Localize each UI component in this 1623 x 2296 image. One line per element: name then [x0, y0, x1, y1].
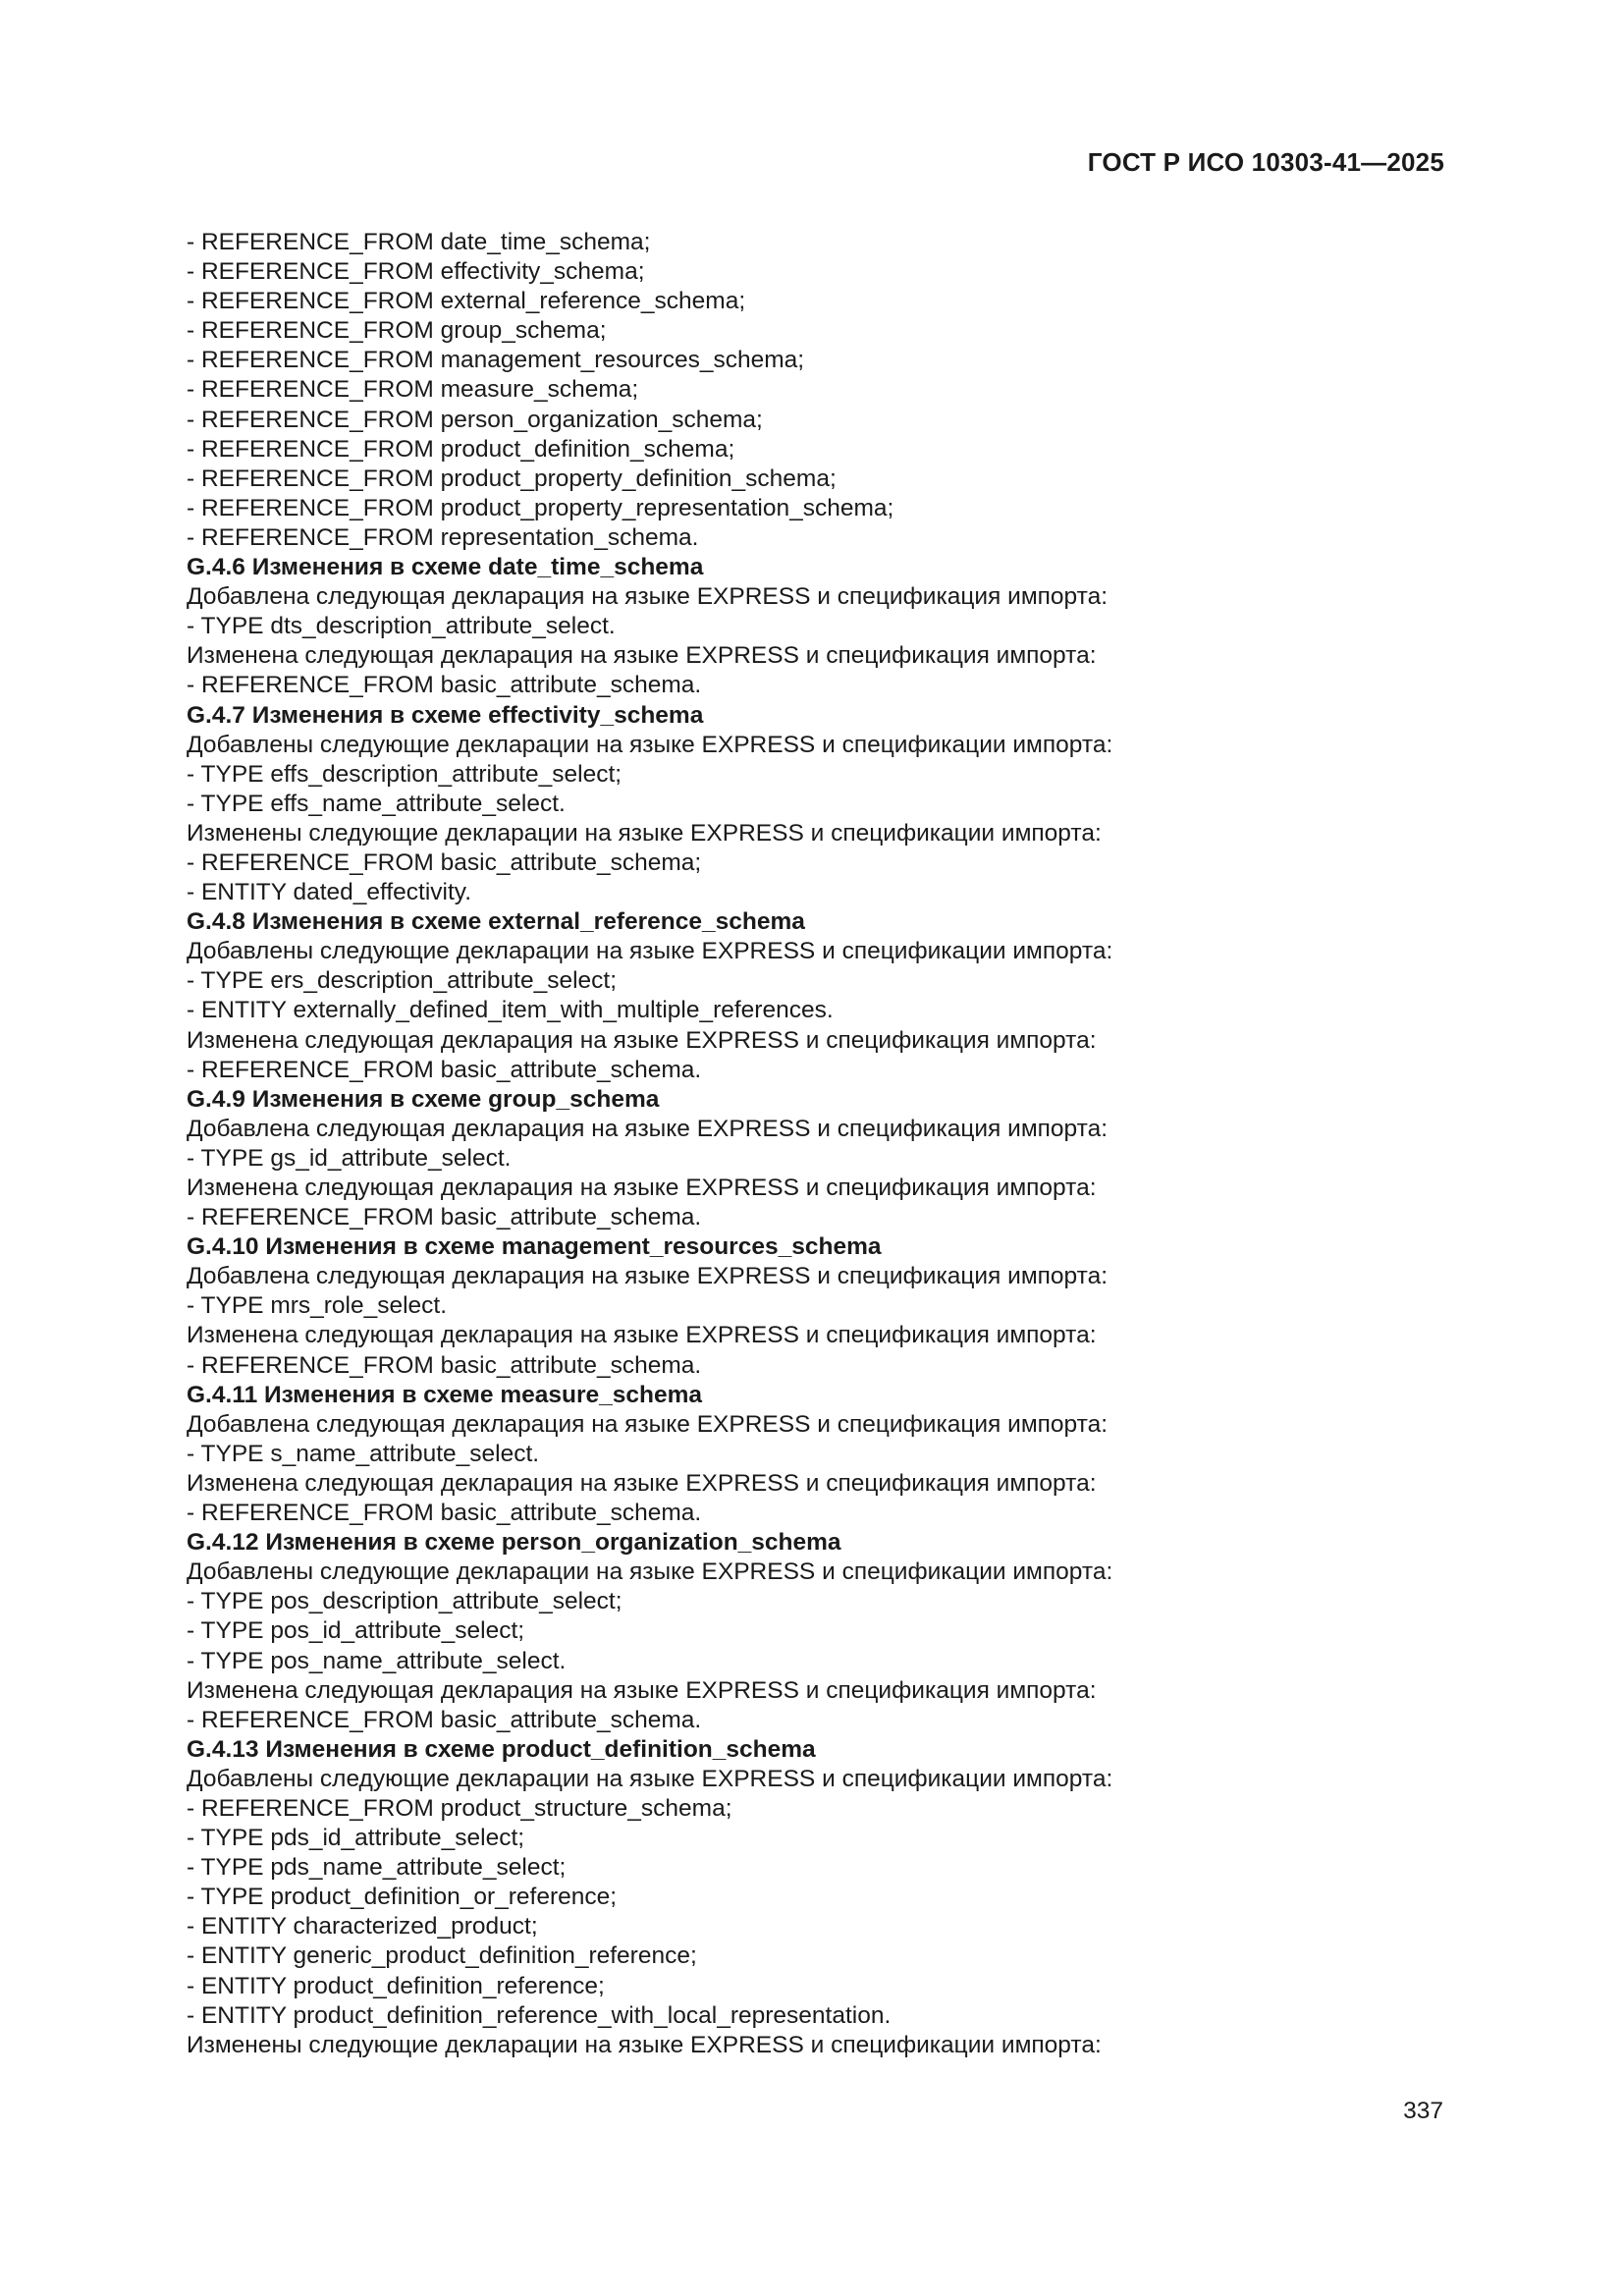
body-text-line: - REFERENCE_FROM representation_schema.	[187, 523, 699, 551]
body-text-line: - REFERENCE_FROM product_property_representation_schema;	[187, 494, 894, 521]
section-heading: G.4.12 Изменения в схеме person_organization_schema	[187, 1529, 841, 1557]
document-header-id: ГОСТ Р ИСО 10303-41—2025	[1087, 147, 1444, 177]
body-text-line: - REFERENCE_FROM group_schema;	[187, 317, 607, 345]
body-text-line: Изменена следующая декларация на языке EXPRESS и спецификация импорта:	[187, 642, 1097, 670]
body-text-line: - TYPE pos_id_attribute_select;	[187, 1617, 525, 1645]
body-text-line: Изменена следующая декларация на языке EXPRESS и спецификация импорта:	[187, 1676, 1097, 1704]
body-text-line: - REFERENCE_FROM basic_attribute_schema.	[187, 1204, 702, 1231]
body-text-line: - TYPE s_name_attribute_select.	[187, 1440, 540, 1467]
body-text-line: - ENTITY characterized_product;	[187, 1913, 538, 1941]
body-text-line: - TYPE effs_name_attribute_select.	[187, 790, 566, 817]
section-heading: G.4.8 Изменения в схеме external_reference_schema	[187, 908, 805, 936]
section-heading: G.4.9 Изменения в схеме group_schema	[187, 1085, 660, 1113]
section-heading: G.4.7 Изменения в схеме effectivity_schema	[187, 701, 704, 729]
body-text-line: - TYPE pds_id_attribute_select;	[187, 1825, 525, 1852]
body-text-line: - ENTITY product_definition_reference_with_local_representation.	[187, 2001, 892, 2029]
section-heading: G.4.13 Изменения в схеме product_definition_schema	[187, 1735, 816, 1763]
body-text-line: Добавлена следующая декларация на языке EXPRESS и спецификация импорта:	[187, 1263, 1109, 1290]
body-text-line: - REFERENCE_FROM product_definition_schema;	[187, 435, 735, 463]
body-text-line: - TYPE dts_description_attribute_select.	[187, 613, 616, 640]
section-heading: G.4.6 Изменения в схеме date_time_schema	[187, 554, 704, 581]
body-text-line: - REFERENCE_FROM basic_attribute_schema.	[187, 1351, 702, 1379]
body-text-line: Добавлена следующая декларация на языке EXPRESS и спецификация импорта:	[187, 1115, 1109, 1142]
body-text-line: Добавлены следующие декларации на языке EXPRESS и спецификации импорта:	[187, 1765, 1113, 1792]
body-text-line: Добавлены следующие декларации на языке EXPRESS и спецификации импорта:	[187, 731, 1113, 758]
body-text-line: Изменены следующие декларации на языке EXPRESS и спецификации импорта:	[187, 2031, 1102, 2058]
body-text-line: - ENTITY externally_defined_item_with_multiple_references.	[187, 997, 834, 1024]
body-text-line: - REFERENCE_FROM external_reference_schema;	[187, 288, 746, 315]
body-text-line: - ENTITY product_definition_reference;	[187, 1972, 605, 1999]
body-text-line: - TYPE product_definition_or_reference;	[187, 1884, 618, 1911]
document-body	[187, 228, 1463, 2060]
body-text-line: Изменены следующие декларации на языке EXPRESS и спецификации импорта:	[187, 819, 1102, 847]
body-text-line: - REFERENCE_FROM basic_attribute_schema.	[187, 672, 702, 699]
body-text-line: - ENTITY dated_effectivity.	[187, 879, 472, 906]
body-text-line: - REFERENCE_FROM basic_attribute_schema.	[187, 1706, 702, 1733]
body-text-line: - REFERENCE_FROM person_organization_schema;	[187, 406, 763, 433]
body-text-line: Изменена следующая декларация на языке EXPRESS и спецификация импорта:	[187, 1322, 1097, 1349]
body-text-line: - TYPE gs_id_attribute_select.	[187, 1144, 512, 1172]
body-text-line: - ENTITY generic_product_definition_reference;	[187, 1942, 697, 1970]
body-text-line: - REFERENCE_FROM date_time_schema;	[187, 229, 651, 255]
body-text-line: - TYPE pos_name_attribute_select.	[187, 1647, 567, 1674]
body-text-line: Добавлена следующая декларация на языке EXPRESS и спецификация импорта:	[187, 583, 1109, 611]
page-number: 337	[1403, 2098, 1443, 2124]
body-text-line: Добавлены следующие декларации на языке EXPRESS и спецификации импорта:	[187, 938, 1113, 965]
body-text-line: - REFERENCE_FROM management_resources_schema;	[187, 347, 805, 374]
body-text-line: - TYPE effs_description_attribute_select;	[187, 760, 622, 788]
body-text-line: - REFERENCE_FROM basic_attribute_schema;	[187, 848, 702, 876]
body-text-line: - REFERENCE_FROM effectivity_schema;	[187, 258, 645, 286]
body-text-line: - TYPE ers_description_attribute_select;	[187, 967, 618, 995]
body-text-line: - TYPE mrs_role_select.	[187, 1292, 448, 1320]
body-text-line: - REFERENCE_FROM product_structure_schema;	[187, 1794, 732, 1822]
section-heading: G.4.10 Изменения в схеме management_resources_schema	[187, 1233, 882, 1261]
body-text-line: Добавлены следующие декларации на языке EXPRESS и спецификации импорта:	[187, 1558, 1113, 1586]
body-text-line: - REFERENCE_FROM basic_attribute_schema.	[187, 1056, 702, 1083]
body-text-line: Изменена следующая декларация на языке EXPRESS и спецификация импорта:	[187, 1175, 1097, 1201]
body-text-line: - TYPE pds_name_attribute_select;	[187, 1854, 567, 1882]
body-text-line: Изменена следующая декларация на языке EXPRESS и спецификация импорта:	[187, 1026, 1097, 1054]
body-text-line: - REFERENCE_FROM product_property_definition_schema;	[187, 465, 837, 492]
body-text-line: - REFERENCE_FROM measure_schema;	[187, 376, 639, 404]
body-text-line: - REFERENCE_FROM basic_attribute_schema.	[187, 1500, 702, 1527]
section-heading: G.4.11 Изменения в схеме measure_schema	[187, 1381, 703, 1408]
body-text-line: - TYPE pos_description_attribute_select;	[187, 1588, 622, 1615]
body-text-line: Добавлена следующая декларация на языке EXPRESS и спецификация импорта:	[187, 1410, 1109, 1438]
body-text-line: Изменена следующая декларация на языке EXPRESS и спецификация импорта:	[187, 1469, 1097, 1497]
